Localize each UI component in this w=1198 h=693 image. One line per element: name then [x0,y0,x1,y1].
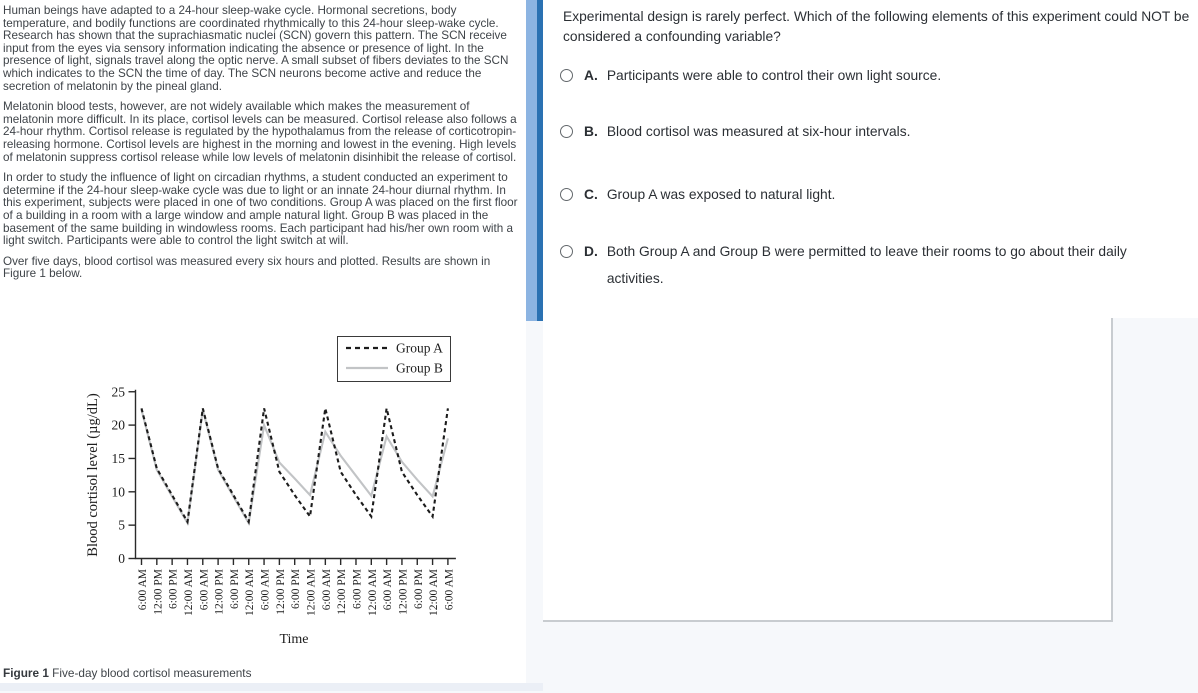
option-text: Blood cortisol was measured at six-hour intervals. [606,124,911,139]
svg-text:12:00 PM: 12:00 PM [152,569,165,615]
svg-text:10: 10 [111,484,125,500]
chart-legend [338,337,451,382]
radio-button-a[interactable] [560,69,573,82]
passage-paragraph: Over five days, blood cortisol was measured every six hours and plotted. Results are shown in Figure 1 below. [3,254,491,281]
option-letter: C. [584,187,598,202]
option-text: Both Group A and Group B were permitted to leave their rooms to go about their daily activities. [606,244,1127,286]
radio-button-c[interactable] [560,188,573,201]
passage-panel [0,0,526,683]
svg-text:12:00 PM: 12:00 PM [274,569,287,615]
option-letter: A. [584,68,598,83]
svg-text:6:00 PM: 6:00 PM [167,569,180,609]
y-axis-title: Blood cortisol level (µg/dL) [85,393,101,557]
series-group-b [142,410,448,523]
question-text: Experimental design is rarely perfect. Which of the following elements of this experiment could NOT be considered a confounding variable? [563,9,1190,44]
option-row-c[interactable] [560,181,1172,208]
svg-text:0: 0 [118,551,125,566]
figure-caption [3,666,252,680]
option-row-a[interactable] [560,62,1172,89]
svg-text:6:00 PM: 6:00 PM [228,569,241,609]
cortisol-line-chart [0,325,545,688]
option-row-b[interactable] [560,118,1172,145]
svg-text:Group B: Group B [396,360,443,376]
svg-text:Group A: Group A [396,340,443,356]
svg-text:6:00 AM: 6:00 AM [382,569,395,611]
svg-text:6:00 AM: 6:00 AM [137,569,149,611]
radio-button-d[interactable] [560,245,573,258]
svg-text:6:00 PM: 6:00 PM [351,569,364,609]
passage-paragraph: Melatonin blood tests, however, are not widely available which makes the measurement of melatonin more difficult. In its place, cortisol levels can be measured. Cortisol release also follows a 24-hour rhythm. Cortisol release is regulated by the hypothalamus from the release of corticotropin-releasing hormone. Cortisol levels are highest in the morning and lowest in the evening. High levels of melatonin suppress cortisol release while low levels of melatonin disinhibit the release of cortisol. [3,100,517,164]
svg-text:6:00 PM: 6:00 PM [412,569,425,609]
passage-paragraph: In order to study the influence of light on circadian rhythms, a student conducted an experiment to determine if the 24-hour sleep-wake cycle was due to light or an innate 24-hour diurnal rhythm. In this experiment, subjects were placed in one of two conditions. Group A was placed on the first floor of a building in a room with a large window and ample natural light. Group B was placed in the basement of the same building in windowless rooms. Each participant had his/her own room with a light switch. Participants were able to control the light switch at will. [3,171,518,248]
bottom-strip [0,683,543,691]
svg-text:5: 5 [118,517,125,533]
figure-caption-text: Five-day blood cortisol measurements [48,666,252,680]
svg-text:12:00 PM: 12:00 PM [213,569,226,615]
option-row-d[interactable] [560,238,1172,292]
option-letter: B. [584,124,598,139]
figure-1-chart [0,325,545,688]
option-text: Group A was exposed to natural light. [606,187,836,202]
radio-button-b[interactable] [560,125,573,138]
svg-text:6:00 AM: 6:00 AM [320,569,333,611]
svg-text:12:00 AM: 12:00 AM [305,569,318,616]
svg-text:12:00 AM: 12:00 AM [244,569,257,616]
svg-text:6:00 AM: 6:00 AM [259,569,272,611]
panel-divider[interactable] [526,0,543,321]
passage-paragraph: Human beings have adapted to a 24-hour sleep-wake cycle. Hormonal secretions, body temperature, and bodily functions are coordinated rhythmically to this 24-hour sleep-wake cycle. Research has shown that the suprachiasmatic nuclei (SCN) govern this pattern. The SCN receive input from the eyes via sensory information indicating the absence or presence of light. In the presence of light, signals travel along the optic nerve. A small subset of fibers deviates to the SCN which indicates to the SCN the time of day. The SCN neurons become active and reduce the secretion of melatonin by the pineal gland. [3,4,509,93]
series-group-a [142,408,448,521]
svg-text:25: 25 [111,384,125,400]
option-text: Participants were able to control their own light source. [606,68,942,83]
svg-text:12:00 AM: 12:00 AM [366,569,379,616]
figure-caption-label: Figure 1 [3,666,49,680]
passage [3,5,519,289]
option-letter: D. [584,244,598,259]
svg-text:12:00 AM: 12:00 AM [428,569,441,616]
svg-text:20: 20 [111,417,125,433]
svg-text:12:00 AM: 12:00 AM [182,569,195,616]
y-tick-labels [112,384,126,566]
svg-text:12:00 PM: 12:00 PM [336,569,349,615]
svg-text:6:00 PM: 6:00 PM [290,569,303,609]
svg-text:6:00 AM: 6:00 AM [443,569,456,611]
svg-text:6:00 AM: 6:00 AM [198,569,211,611]
x-tick-labels [137,569,455,616]
svg-text:12:00 PM: 12:00 PM [397,569,410,615]
x-axis-title: Time [279,632,309,647]
svg-text:15: 15 [111,450,125,466]
